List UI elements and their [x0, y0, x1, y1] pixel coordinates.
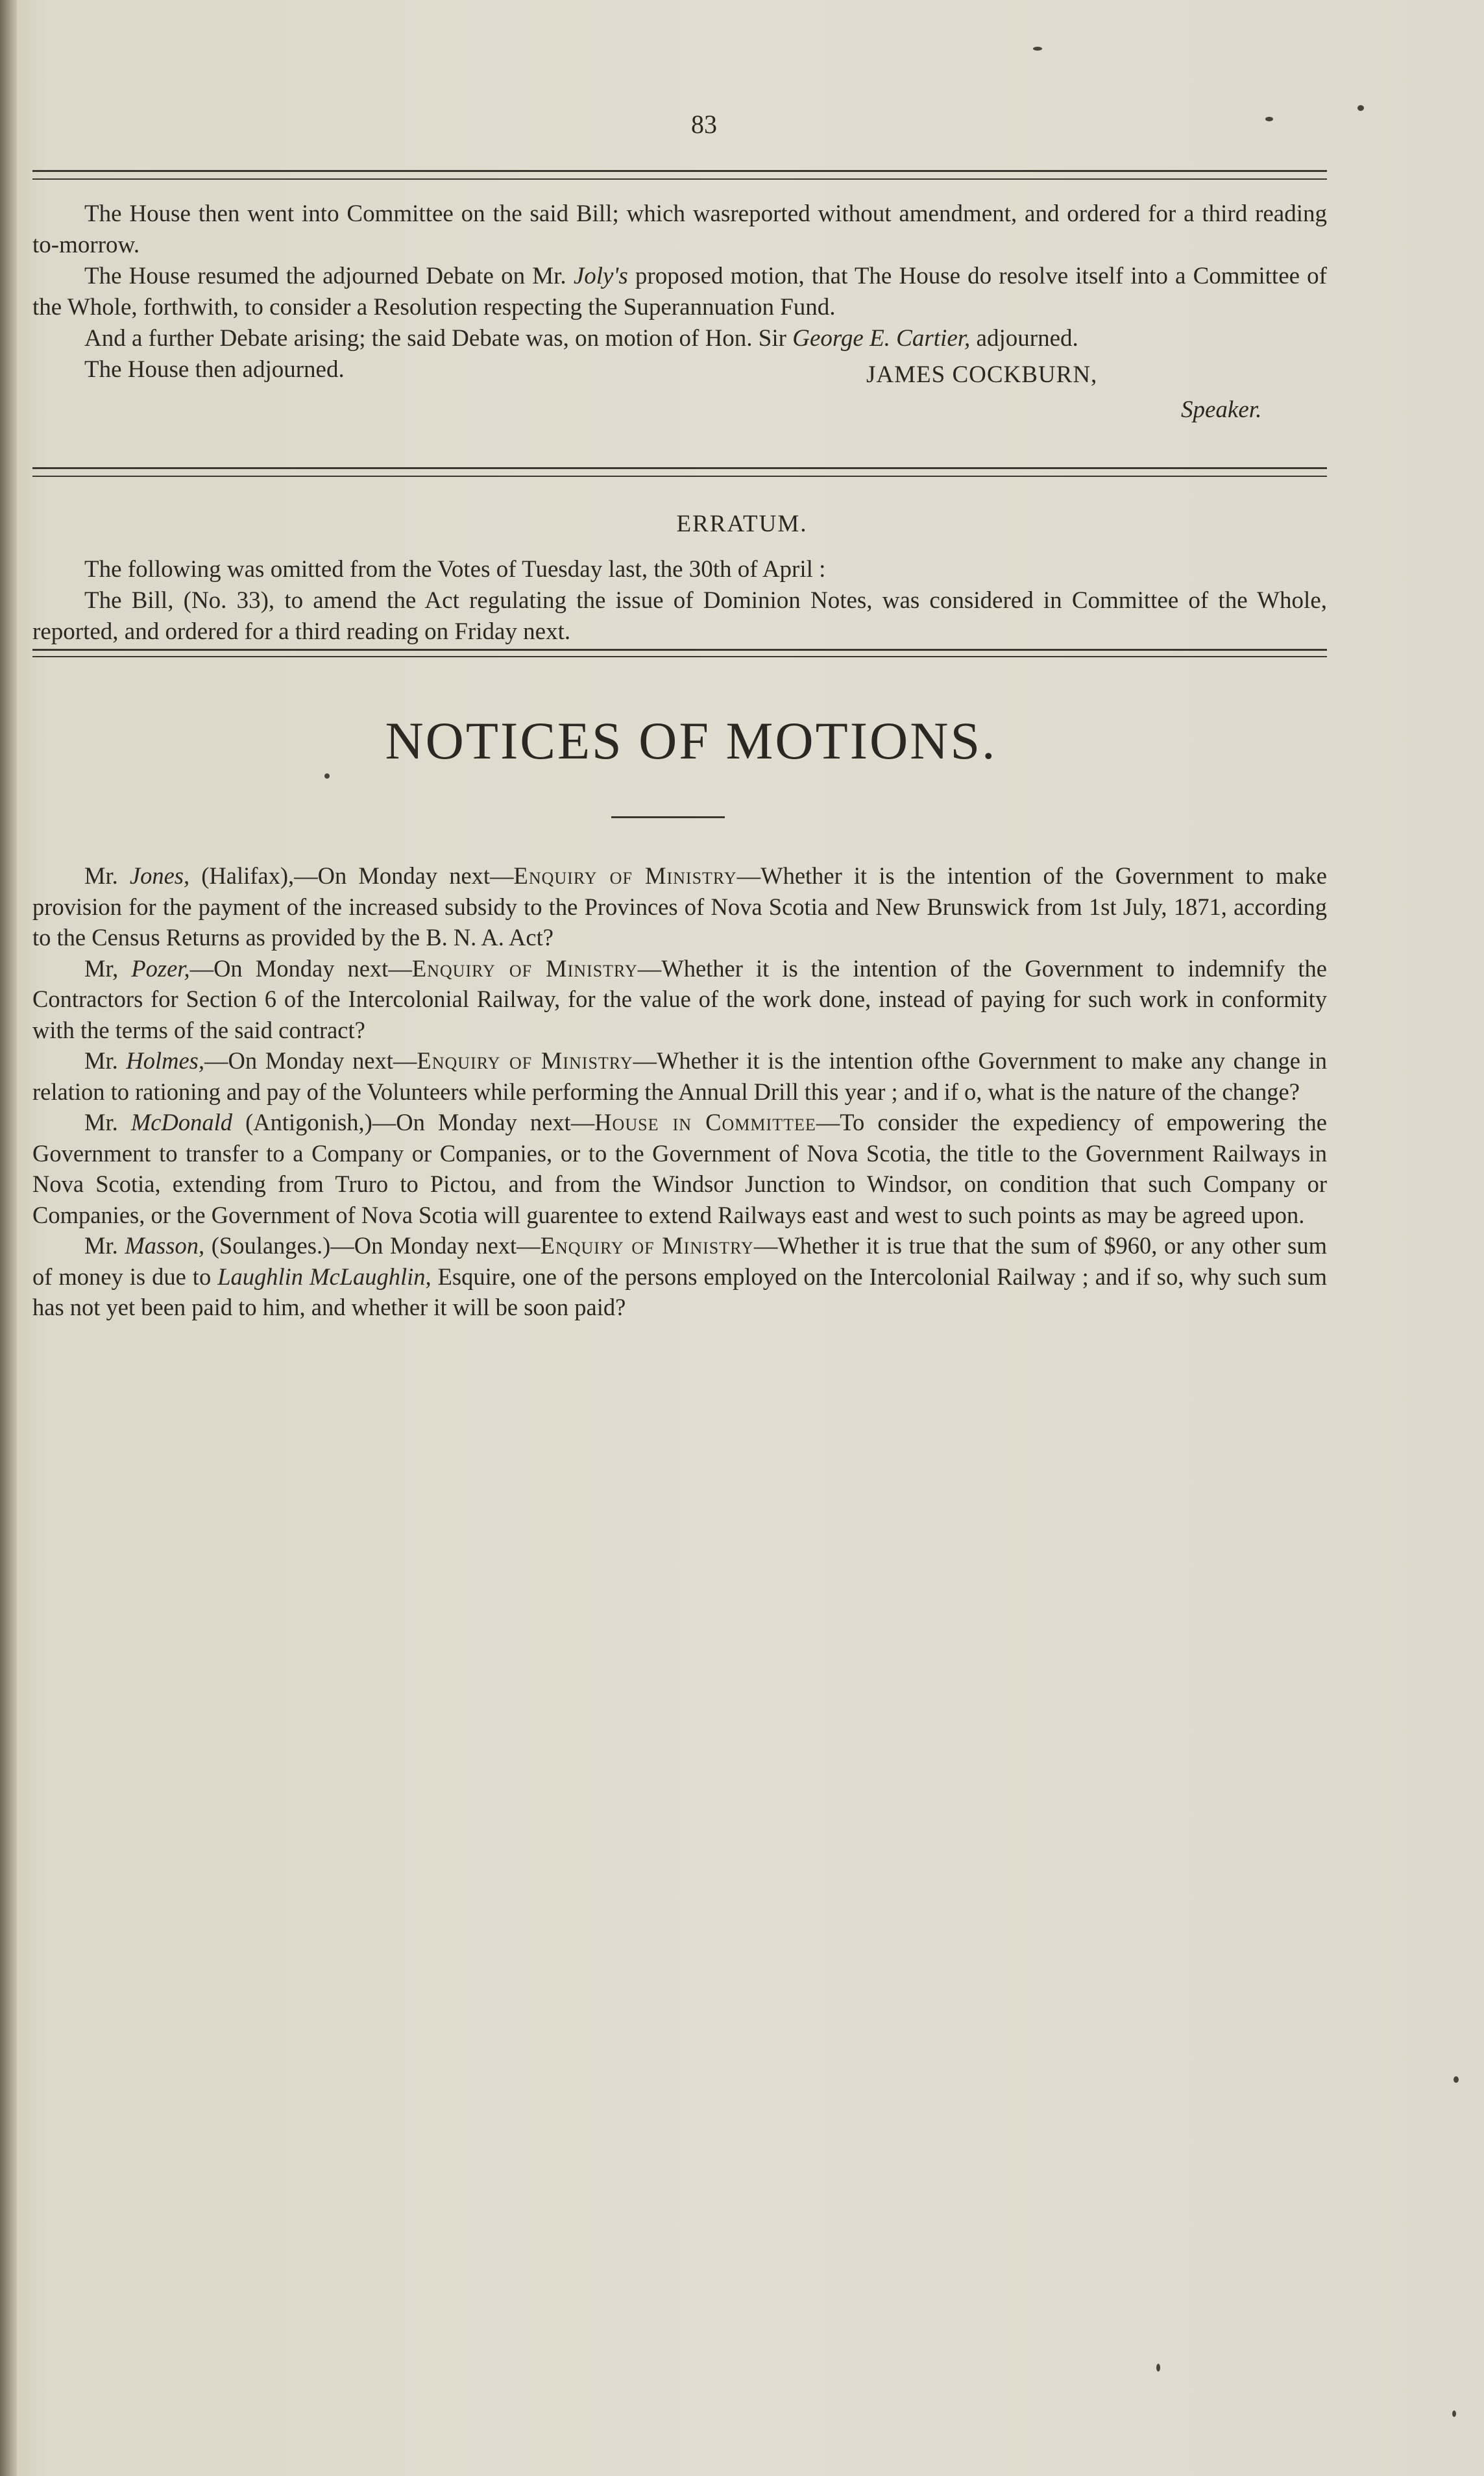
- binding-spine: [0, 0, 17, 2476]
- paper-speck: [1265, 117, 1273, 121]
- erratum-heading: ERRATUM.: [676, 511, 808, 537]
- notice-item: Mr. McDonald (Antigonish,)—On Monday next—House in Committee—To consider the expediency of empowering the Government to transfer to a Company or Companies, or to the Government of Nova Scotia, the title to the Government Railways in Nova Scotia, extending from Truro to Pictou, and from the Windsor Junction to Windsor, on condition that such Company or Companies, or the Government of Nova Scotia will guarentee to extend Railways east and west to such points as may be agreed upon.: [32, 1109, 1327, 1228]
- notices-section: [32, 860, 1327, 1323]
- erratum-paragraph-1: The following was omitted from the Votes of Tuesday last, the 30th of April :: [84, 556, 826, 583]
- speaker-signature-name: JAMES COCKBURN,: [866, 361, 1098, 388]
- heading-short-rule: [611, 816, 725, 818]
- paper-speck: [1357, 105, 1364, 111]
- erratum-section: [32, 554, 1327, 648]
- notice-item: Mr. Masson, (Soulanges.)—On Monday next—Enquiry of Ministry—Whether it is true that the sum of $960, or any other sum of money is due to Laughlin McLaughlin, Esquire, one of the persons employed on the Intercolonial Railway ; and if so, why such sum has not yet been paid to him, and whether it will be soon paid?: [32, 1232, 1327, 1320]
- erratum-paragraph-2: The Bill, (No. 33), to amend the Act regulating the issue of Dominion Notes, was considered in Committee of the Whole, reported, and ordered for a third reading on Friday next.: [32, 587, 1327, 645]
- paper-speck: [1033, 47, 1042, 51]
- notice-item: Mr, Pozer,—On Monday next—Enquiry of Ministry—Whether it is the intention of the Government to indemnify the Contractors for Section 6 of the Intercolonial Railway, for the value of the work done, instead of paying for such work in conformity with the terms of the said contract?: [32, 954, 1327, 1043]
- notice-item: Mr. Holmes,—On Monday next—Enquiry of Ministry—Whether it is the intention ofthe Government to make any change in relation to rationing and pay of the Volunteers while performing the Annual Drill this year ; and if o, what is the nature of the change?: [32, 1047, 1327, 1105]
- paper-speck: [324, 773, 330, 779]
- proceedings-section: [32, 199, 1327, 385]
- speaker-signature-title: Speaker.: [1181, 396, 1262, 423]
- proceedings-paragraph-4: The House then adjourned.: [84, 356, 345, 383]
- notice-item: Mr. Jones, (Halifax),—On Monday next—Enquiry of Ministry—Whether it is the intention of the Government to make provision for the payment of the increased subsidy to the Provinces of Nova Scotia and New Brunswick from 1st July, 1871, according to the Census Returns as provided by the B. N. A. Act?: [32, 862, 1327, 951]
- paper-speck: [1452, 2410, 1456, 2417]
- erratum-double-rule: [32, 649, 1327, 657]
- proceedings-paragraph-3: And a further Debate arising; the said Debate was, on motion of Hon. Sir George E. Cartier, adjourned.: [84, 325, 1078, 352]
- notices-heading: NOTICES OF MOTIONS.: [385, 711, 997, 770]
- paper-speck: [1454, 2076, 1459, 2083]
- proceedings-paragraph-2: The House resumed the adjourned Debate on Mr. Joly's proposed motion, that The House do resolve itself into a Committee of the Whole, forthwith, to consider a Resolution respecting the Superannuation Fund.: [32, 263, 1327, 321]
- header-double-rule: [32, 170, 1327, 180]
- proceedings-paragraph-1: The House then went into Committee on the said Bill; which wasreported without amendment, and ordered for a third reading to-morrow.: [32, 200, 1327, 258]
- section-double-rule: [32, 467, 1327, 477]
- page-number: 83: [691, 110, 717, 139]
- paper-speck: [1156, 2364, 1160, 2372]
